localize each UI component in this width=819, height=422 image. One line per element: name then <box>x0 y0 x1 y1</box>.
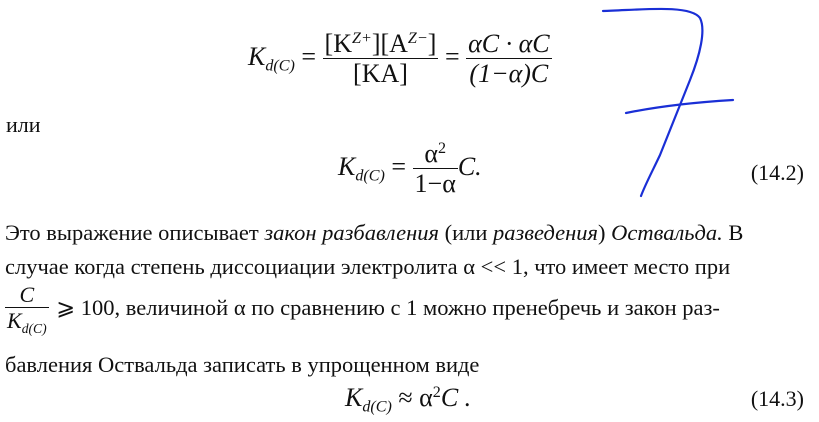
inline-frac-denominator: $K_{d(C)}$ <box>7 308 47 336</box>
eq1-frac2-denominator: (1−α)C <box>469 59 549 89</box>
eq2-k-symbol: K <box>338 151 356 181</box>
term-ostwald: Оствальда. <box>611 220 723 245</box>
eq3-tail: C . <box>440 383 472 412</box>
eq2-denominator: 1−α <box>414 169 456 199</box>
eq1-frac1-numerator: $[K^{Z+}][A^{Z-}]$ <box>324 29 437 58</box>
eq1-k-symbol: K <box>248 41 266 71</box>
handwritten-stroke-top <box>603 9 702 196</box>
eq3-k-symbol: K <box>345 383 363 412</box>
paragraph-line-4: бавления Оствальда записать в упрощенном виде <box>5 352 480 377</box>
connector-word: или <box>6 112 41 137</box>
paragraph-line-1: Это выражение описывает закон разбавления (или разведения) Оствальда. В <box>5 220 744 245</box>
eq1-equals: = <box>301 41 317 71</box>
eq3-k-subscript: d(C) <box>362 398 392 416</box>
eq2-k-subscript: d(C) <box>355 167 385 185</box>
equation-3: $K_{d(C)} \approx \alpha^2C$ . <box>345 383 472 416</box>
eq3-approx: ≈ <box>398 383 413 412</box>
paragraph-line-2: случае когда степень диссоциации электролита α << 1, что имеет место при <box>5 254 731 279</box>
term-dilution: разведения <box>493 220 599 245</box>
eq2-equals: = <box>391 151 407 181</box>
inline-frac-numerator: C <box>5 283 49 308</box>
eq2-numerator: $\alpha^2$ <box>413 140 458 169</box>
eq1-frac1-denominator: [KA] <box>353 59 408 89</box>
eq1-k-subscript: d(C) <box>265 57 295 75</box>
eq2-tail: C. <box>457 151 482 181</box>
equation-number-14-2: (14.2) <box>750 160 804 185</box>
eq1-frac2-numerator: αC · αC <box>468 29 550 58</box>
eq3-alpha: α <box>419 383 433 412</box>
equation-number-14-3: (14.3) <box>750 386 804 411</box>
paragraph-line-3: $\frac{C}{K_{d(C)}}$ ⩾ 100, величиной α по сравнению с 1 можно пренебречь и закон раз- <box>7 282 720 336</box>
term-dilution-law: закон разбавления <box>264 220 439 245</box>
eq1-equals-2: = <box>444 41 460 71</box>
